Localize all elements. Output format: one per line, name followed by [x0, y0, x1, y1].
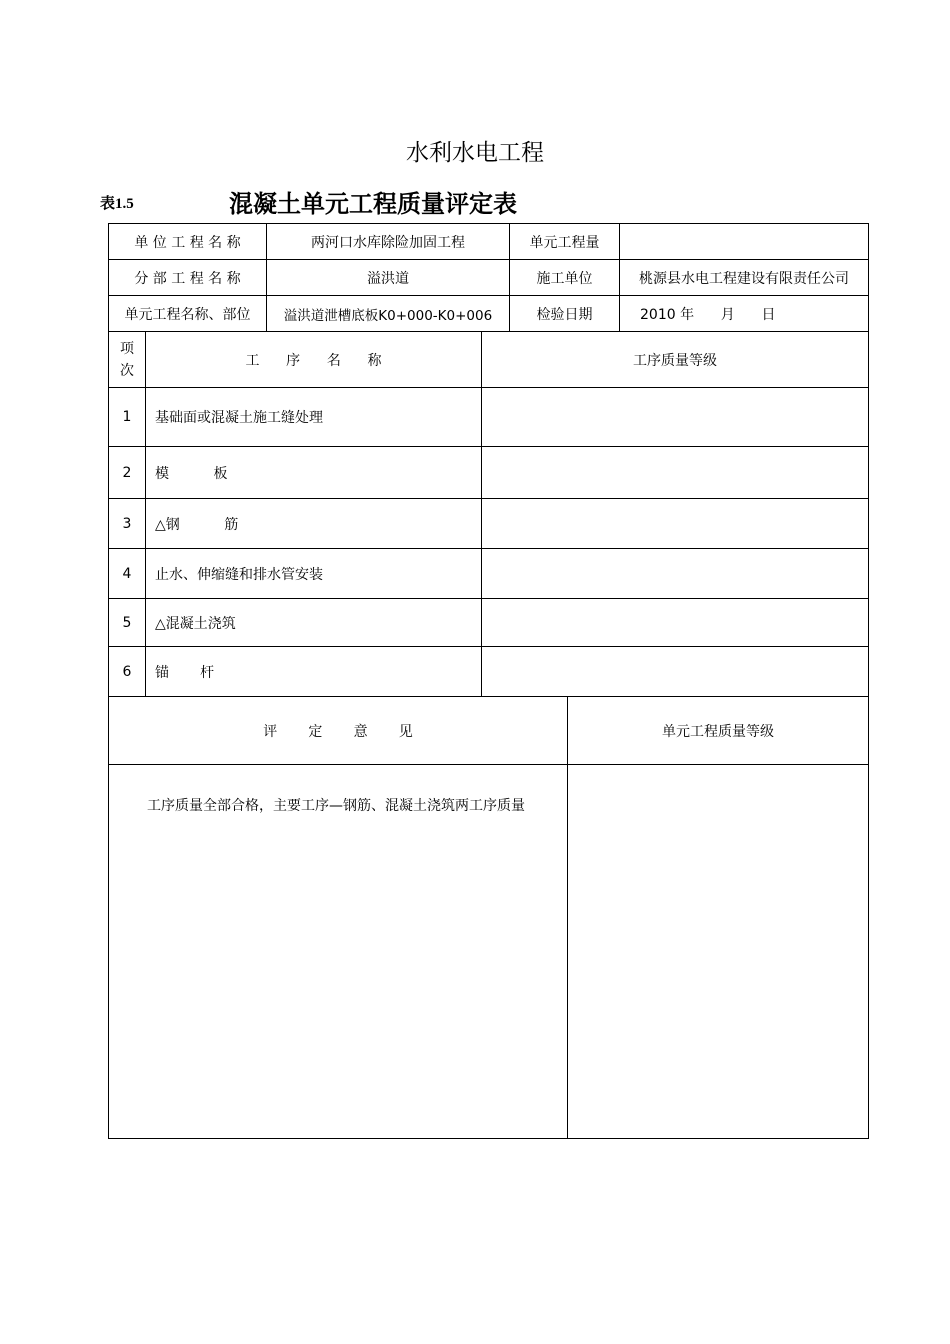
row-number: 2: [108, 446, 146, 499]
row-number: 6: [108, 646, 146, 697]
process-grade: [481, 548, 869, 599]
element-name-value: 溢洪道泄槽底板K0+000-K0+006: [266, 295, 510, 332]
inspection-date-label: 检验日期: [509, 295, 620, 332]
table-number: 表1.5: [100, 196, 134, 212]
col-name-header: 工 序 名 称: [145, 331, 482, 388]
contractor-label: 施工单位: [509, 259, 620, 296]
element-quantity-value: [619, 223, 869, 260]
division-value: 溢洪道: [266, 259, 510, 296]
grade-value: [567, 764, 869, 1139]
process-name: △钢 筋: [145, 498, 482, 549]
contractor-value: 桃源县水电工程建设有限责任公司: [619, 259, 869, 296]
col-grade-header: 工序质量等级: [481, 331, 869, 388]
process-name: 模 板: [145, 446, 482, 499]
document-title: 水利水电工程: [406, 140, 544, 166]
inspection-date-value: 2010 年 月 日: [619, 295, 869, 332]
col-index-header: 项 次: [108, 331, 146, 388]
process-name: △混凝土浇筑: [145, 598, 482, 647]
row-number: 3: [108, 498, 146, 549]
process-grade: [481, 387, 869, 447]
unit-project-value: 两河口水库除险加固工程: [266, 223, 510, 260]
process-grade: [481, 646, 869, 697]
row-number: 1: [108, 387, 146, 447]
element-name-label: 单元工程名称、部位: [108, 295, 267, 332]
element-quantity-label: 单元工程量: [509, 223, 620, 260]
division-label: 分 部 工 程 名 称: [108, 259, 267, 296]
row-number: 4: [108, 548, 146, 599]
process-grade: [481, 446, 869, 499]
row-number: 5: [108, 598, 146, 647]
process-grade: [481, 598, 869, 647]
opinion-header: 评 定 意 见: [108, 696, 568, 765]
process-name: 锚 杆: [145, 646, 482, 697]
process-grade: [481, 498, 869, 549]
opinion-text: 工序质量全部合格，主要工序—钢筋、混凝土浇筑两工序质量: [108, 764, 568, 1139]
process-name: 止水、伸缩缝和排水管安装: [145, 548, 482, 599]
form-title: 混凝土单元工程质量评定表: [229, 190, 517, 218]
process-name: 基础面或混凝土施工缝处理: [145, 387, 482, 447]
unit-project-label: 单 位 工 程 名 称: [108, 223, 267, 260]
grade-header: 单元工程质量等级: [567, 696, 869, 765]
